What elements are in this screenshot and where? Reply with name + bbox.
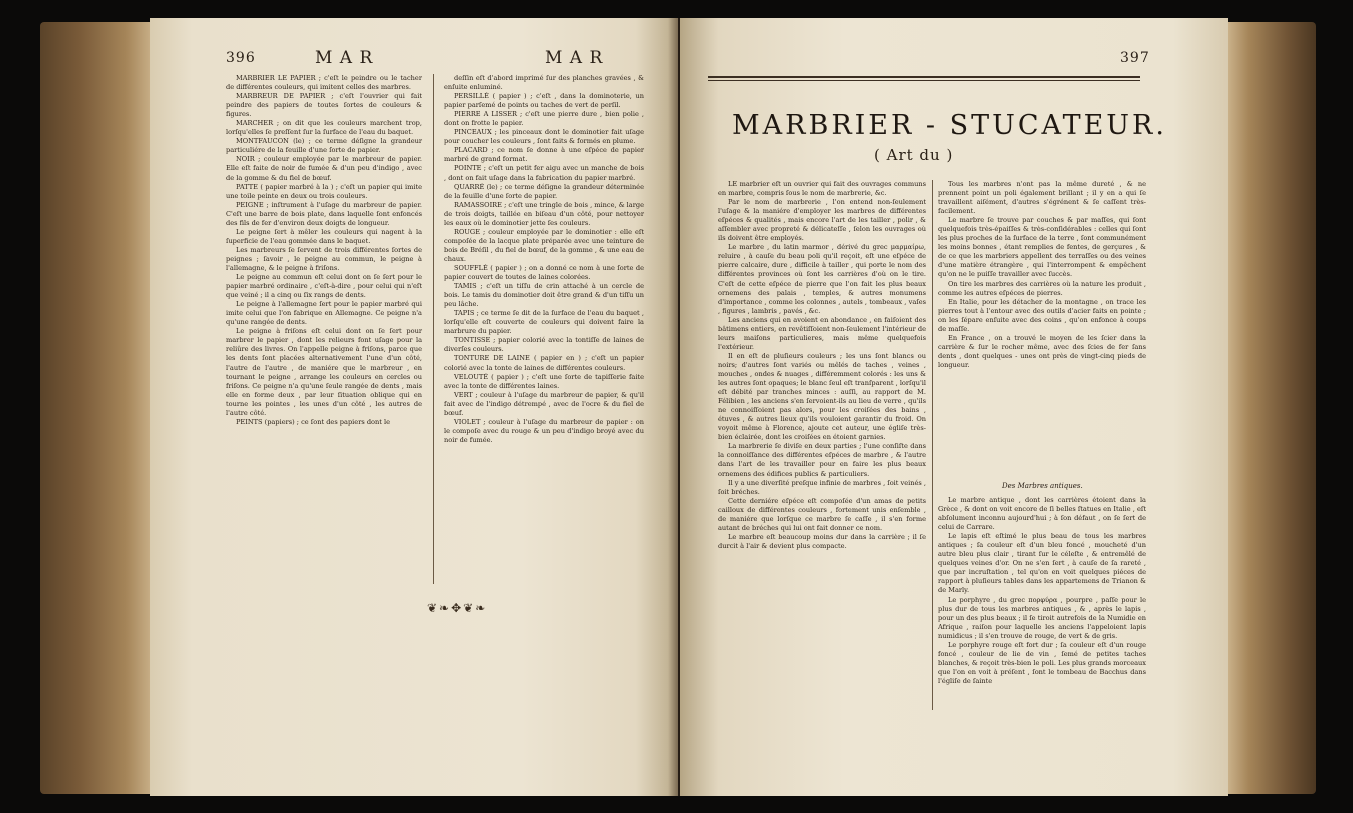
- paragraph: Le porphyre , du grec πορφύρα , pourpre , paſſe pour le plus dur de tous les marbres antiques , & , après le lapis , pour un des plus beaux ; il ſe tiroit autrefois de la Numidie en Afrique , raiſon pour laquelle les anciens l'appeloient lapis numidicus ; il s'en trouve de rouge, de vert & de gris.: [938, 595, 1146, 640]
- paragraph: TONTISSE ; papier colorié avec la tontiſſe de laines de diverſes couleurs.: [444, 336, 644, 354]
- left-page-column-1: [226, 74, 422, 584]
- paragraph: Le marbre ſe trouve par couches & par maſſes, qui ſont quelquefois très-épaiſſes & très-conſidérables : celles qui ſont les plus proches de la ſurface de la terre , ſont communément les moins bonnes , étant remplies de fentes, de gerçures , & de ce que les marbriers appellent des terraſſes ou des veines d'une matière étrangère , qui l'interrompent & empêchent qu'on ne le puiſſe travailler avec ſuccès.: [938, 216, 1146, 279]
- page-number-right: 397: [1120, 50, 1150, 66]
- column-rule: [932, 180, 933, 710]
- paragraph: Le marbre antique , dont les carrières étoient dans la Grèce , & dont on voit encore de ſi belles ſtatues en Italie , eſt abſolument inconnu aujourd'hui ; à ſon défaut , on ſe ſert de celui de Carrare.: [938, 496, 1146, 532]
- paragraph: VELOUTÉ ( papier ) ; c'eſt une ſorte de tapiſſerie faite avec la tonte de différentes laines.: [444, 372, 644, 390]
- paragraph: Il en eſt de pluſieurs couleurs ; les uns ſont blancs ou noirs; d'autres ſont variés ou mêlés de taches , veines , mouches , ondes & nuages , différemment colorés : les uns & les autres ſont opaques; le blanc ſeul eſt tranſparent , lorſqu'il eſt débité par tranches minces : auſſi, au rapport de M. Félibien , les anciens s'en ſervoient-ils au lieu de verre , qu'ils ne connoiſſoient pas alors, pour les croiſées des bains , étuves , & autres lieux qu'ils vouloient garantir du froid. On voyoit même à Florence, ajoute cet auteur, une égliſe très-bien éclairée, dont les croiſées en étoient garnies.: [718, 351, 926, 442]
- paragraph: Le marbre eſt beaucoup moins dur dans la carrière ; il ſe durcit à l'air & devient plus compacte.: [718, 532, 926, 550]
- paragraph: POINTE ; c'eſt un petit fer aigu avec un manche de bois , dont on fait uſage dans la fabrication du papier marbré.: [444, 164, 644, 182]
- paragraph: En France , on a trouvé le moyen de les ſcier dans la carrière & ſur le rocher même, avec des ſcies de fer ſans dents , dont quelques - unes ont près de vingt-cinq pieds de longueur.: [938, 333, 1146, 369]
- paragraph: Par le nom de marbrerie , l'on entend non-ſeulement l'uſage & la maniére d'employer les marbres de différentes eſpéces & qualités , mais encore l'art de les tailler , polir , & aſſembler avec propreté & délicateſſe , ſelon les ouvrages où ils doivent être employés.: [718, 198, 926, 243]
- paragraph: Les marbreurs ſe ſervent de trois différentes ſortes de peignes ; ſavoir , le peigne au commun, le peigne à l'allemagne, & le peigne à friſons.: [226, 245, 422, 272]
- paragraph: On tire les marbres des carrières où la nature les produit , comme les autres eſpéces de pierres.: [938, 279, 1146, 297]
- paragraph: Le peigne au commun eſt celui dont on ſe ſert pour le papier marbré ordinaire , c'eſt-à-dire , pour celui qui n'eſt que veiné ; il a cinq ou ſix rangs de dents.: [226, 273, 422, 300]
- paragraph: Le peigne ſert à mêler les couleurs qui nagent à la ſuperficie de l'eau gommée dans le baquet.: [226, 227, 422, 245]
- right-page: [680, 18, 1228, 796]
- right-page-column-2: [938, 180, 1146, 480]
- article-title: MARBRIER - STUCATEUR.: [732, 110, 1167, 141]
- article-subtitle: ( Art du ): [874, 146, 954, 164]
- left-page-edges: [40, 22, 155, 794]
- paragraph: PINCEAUX ; les pinceaux dont le dominotier fait uſage pour coucher les couleurs , ſont faits & formés en plume.: [444, 128, 644, 146]
- title-rule-top: [708, 76, 1140, 78]
- paragraph: NOIR ; couleur employée par le marbreur de papier. Elle eſt faite de noir de fumée & d'un peu d'indigo , avec de la gomme & du fiel de bœuf.: [226, 155, 422, 182]
- paragraph: Tous les marbres n'ont pas la même dureté , & ne prennent point un poli également brillant ; il y en a qui ſe travaillent aiſément, d'autres s'égrénent & ſe caſſent très-facilement.: [938, 180, 1146, 216]
- paragraph: TAMIS ; c'eſt un tiſſu de crin attaché à un cercle de bois. Le tamis du dominotier doit être grand & d'un tiſſu un peu lâche.: [444, 282, 644, 309]
- page-number-left: 396: [226, 50, 256, 66]
- paragraph: Le porphyre rouge eſt fort dur ; ſa couleur eſt d'un rouge foncé , couleur de lie de vin , ſemé de petites taches blanches, & reçoit très-bien le poli. Les plus grands morceaux que l'on en voit à préſent , ſont le tombeau de Bacchus dans l'égliſe de ſainte: [938, 640, 1146, 685]
- paragraph: Le peigne à l'allemagne ſert pour le papier marbré qui imite celui que l'on fabrique en Allemagne. Ce peigne n'a qu'une rangée de dents.: [226, 300, 422, 327]
- paragraph: PLACARD ; ce nom ſe donne à une eſpéce de papier marbré de grand format.: [444, 146, 644, 164]
- paragraph: La marbrerie ſe diviſe en deux parties ; l'une conſiſte dans la connoiſſance des différentes eſpéces de marbre , & l'autre dans l'art de les travailler pour en faire les plus beaux ornemens des édifices publics & particuliers.: [718, 442, 926, 478]
- paragraph: Le peigne à friſons eſt celui dont on ſe ſert pour marbrer le papier , dont les relieurs font uſage pour la reliûre des livres. On l'appelle peigne à friſons, parce que les dents ſont placées alternativement l'une d'un côté, l'autre de l'autre , de maniére que le marbreur , en tournant le peigne , arrange les couleurs en cercles ou friſons. Ce peigne n'a qu'une ſeule rangée de dents , mais elle en forme deux , par leur ſituation oblique qui en tourne les pointes , les unes d'un côté , les autres de l'autre côté.: [226, 327, 422, 417]
- paragraph: MONTFAUCON (le) ; ce terme déſigne la grandeur particuliére de la feuille d'une ſorte de papier.: [226, 137, 422, 155]
- paragraph: ROUGE ; couleur employée par le dominotier : elle eſt compoſée de la lacque plate préparée avec une teinture de bois de Bréſil , du fiel de bœuf, de la gomme , & une eau de chaux.: [444, 227, 644, 263]
- column-rule: [433, 74, 434, 584]
- running-head-left: M A R: [315, 48, 374, 68]
- paragraph: TONTURE DE LAINE ( papier en ) ; c'eſt un papier colorié avec la tonte de laines de différentes couleurs.: [444, 354, 644, 372]
- right-page-edges: [1226, 22, 1316, 794]
- paragraph: PATTE ( papier marbré à la ) ; c'eſt un papier qui imite une toile peinte en deux ou trois couleurs.: [226, 182, 422, 200]
- paragraph: SOUFFLÉ ( papier ) ; on a donné ce nom à une ſorte de papier couvert de toutes de laines colorées.: [444, 263, 644, 282]
- paragraph: Le lapis eſt eſtimé le plus beau de tous les marbres antiques ; ſa couleur eſt d'un bleu foncé , moucheté d'un autre bleu plus clair , tirant ſur le céleſte , & entremêlé de quelques veines d'or. On ne s'en ſert , à cauſe de ſa rareté , que par incruſtation , tel qu'on en voit quelques piéces de rapport à pluſieurs tables dans les appartemens de Trianon & de Marly.: [938, 532, 1146, 595]
- paragraph: MARBREUR DE PAPIER ; c'eſt l'ouvrier qui fait peindre des papiers de toutes ſortes de couleurs & figures.: [226, 92, 422, 119]
- title-rule-thin: [708, 80, 1140, 81]
- paragraph: QUARRÉ (le) ; ce terme déſigne la grandeur déterminée de la feuille d'une ſorte de papier.: [444, 182, 644, 200]
- right-page-column-2-continued: [938, 496, 1146, 796]
- running-head-right: M A R: [545, 48, 604, 68]
- paragraph: TAPIS ; ce terme ſe dit de la ſurface de l'eau du baquet , lorſqu'elle eſt couverte de couleurs qui doivent faire la marbrure du papier.: [444, 309, 644, 336]
- paragraph: PEINTS (papiers) ; ce ſont des papiers dont le: [236, 417, 391, 426]
- left-page: [150, 18, 678, 796]
- paragraph: RAMASSOIRE ; c'eſt une tringle de bois , mince, & large de trois doigts, taillée en biſeau d'un côté, pour nettoyer les eaux où le dominotier jette ſes couleurs.: [444, 200, 644, 227]
- paragraph: Il y a une diverſité preſque infinie de marbres , ſoit veinés , ſoit bréches.: [718, 478, 926, 496]
- paragraph: PIERRE A LISSER ; c'eſt une pierre dure , bien polie , dont on frotte le papier.: [444, 110, 644, 128]
- paragraph: deſſin eſt d'abord imprimé ſur des planches gravées , & enſuite enluminé.: [444, 74, 644, 92]
- paragraph: VIOLET ; couleur à l'uſage du marbreur de papier : on le compoſe avec du rouge & un peu d'indigo broyé avec du noir de fumée.: [444, 417, 644, 444]
- paragraph: Cette derniére eſpéce eſt compoſée d'un amas de petits cailloux de différentes couleurs , fortement unis enſemble , de maniére que lorſque ce marbre ſe caſſe , il s'en forme autant de bréches qui lui ont fait donner ce nom.: [718, 496, 926, 532]
- paragraph: Le marbre , du latin marmor , dérivé du grec μαρμαίρω, reluire , à cauſe du beau poli qu'il reçoit, eſt une eſpéce de pierre calcaire, dure , difficile à tailler , qui porte le nom des différentes provinces où ſont les carrières d'où on le tire. C'eſt de cette eſpéce de pierre que l'on fait les plus beaux ornemens des palais , temples, & autres monumens d'importance , comme les colonnes , autels , tombeaux , vaſes , figures , lambris , pavés , &c.: [718, 243, 926, 315]
- right-page-column-1: [718, 180, 926, 710]
- section-heading: Des Marbres antiques.: [1002, 482, 1083, 490]
- left-page-column-2: [444, 74, 644, 444]
- paragraph: En Italie, pour les détacher de la montagne , on trace les pierres tout à l'entour avec des outils d'acier faits en pointe ; on les ſépare enſuite avec des coins , qu'on enfonce à coups de maſſe.: [938, 297, 1146, 333]
- paragraph: PEIGNE ; inſtrument à l'uſage du marbreur de papier. C'eſt une barre de bois plate, dans laquelle ſont enfoncés des fils de fer d'environ deux doigts de longueur.: [226, 200, 422, 227]
- paragraph: PERSILLÉ ( papier ) ; c'eſt , dans la dominoterie, un papier parſemé de points ou taches de vert de perſil.: [444, 92, 644, 110]
- tailpiece-ornament: ❦❧✥❦❧: [427, 601, 488, 615]
- paragraph: Les anciens qui en avoient en abondance , en faiſoient des bâtimens entiers, en revêtiſſoient non-ſeulement l'intérieur de leurs maiſons particulieres, mais même quelquefois l'extérieur.: [718, 315, 926, 351]
- paragraph: VERT ; couleur à l'uſage du marbreur de papier, & qu'il fait avec de l'indigo détrempé , avec de l'ocre & du fiel de bœuf.: [444, 390, 644, 417]
- paragraph: LE marbrier eſt un ouvrier qui fait des ouvrages communs en marbre, compris ſous le nom de marbrerie, &c.: [718, 180, 926, 198]
- paragraph: MARBRIER LE PAPIER ; c'eſt le peindre ou le tacher de différentes couleurs, qui imitent celles des marbres.: [226, 74, 422, 92]
- paragraph: MARCHER ; on dit que les couleurs marchent trop, lorſqu'elles ſe preſſent ſur la ſurface de l'eau du baquet.: [226, 119, 422, 137]
